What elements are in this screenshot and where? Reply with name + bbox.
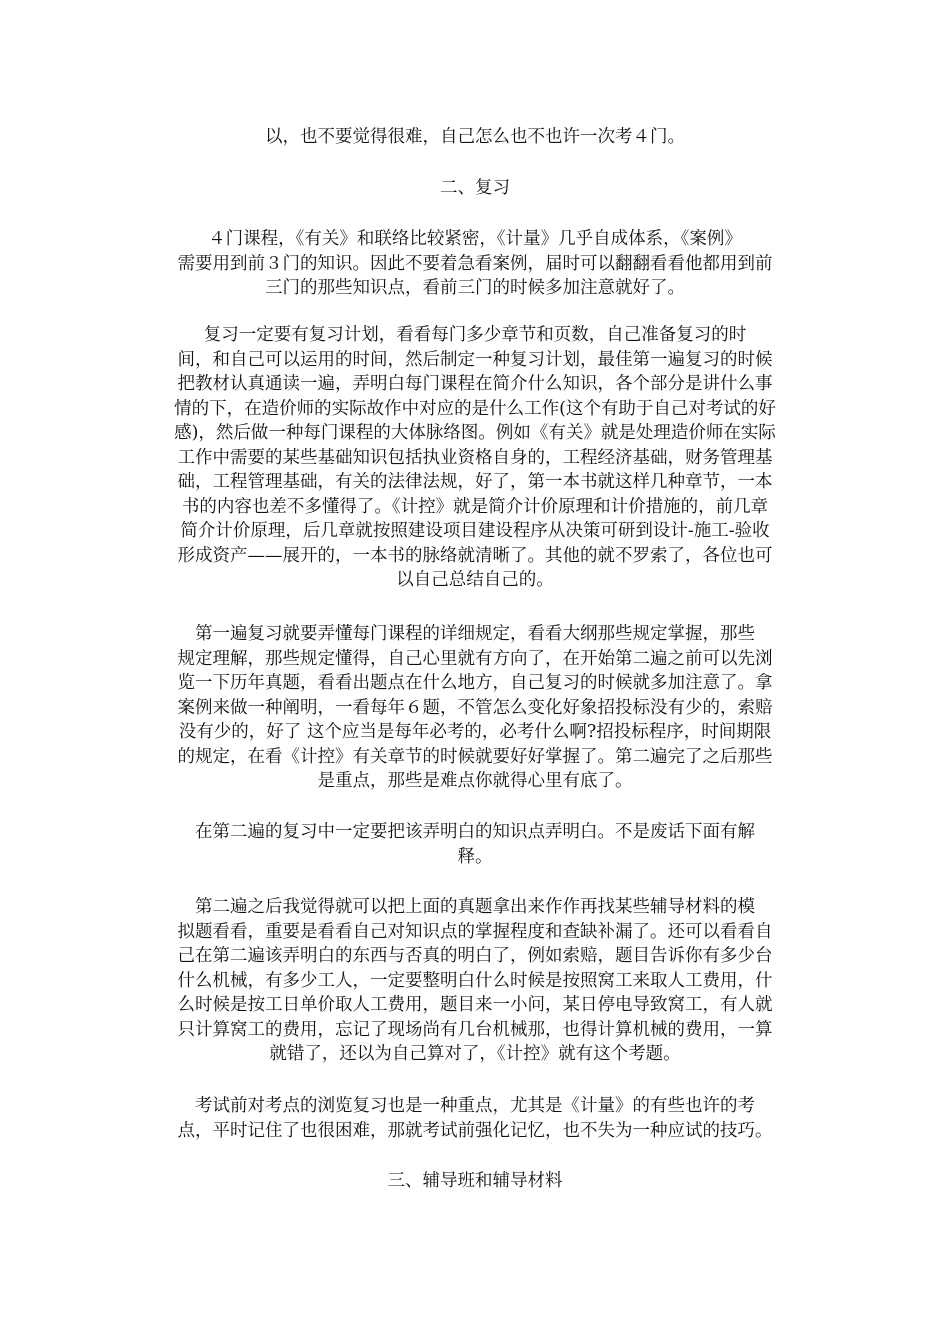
text-line: 以自己总结自己的。 (396, 570, 554, 590)
text-line: 己在第二遍该弄明白的东西与否真的明白了，例如索赔，题目告诉你有多少台 (177, 946, 773, 966)
text-line: 复习一定要有复习计划，看看每门多少章节和页数，自己准备复习的时 (203, 325, 747, 345)
section-heading-review (145, 176, 805, 201)
text-line: 考试前对考点的浏览复习也是一种重点，尤其是《计量》的有些也许的考 (195, 1096, 755, 1116)
paragraph-intro-tail (145, 125, 805, 150)
text-line: 就错了，还以为自己算对了，《计控》就有这个考题。 (269, 1044, 681, 1064)
text-line: 释。 (457, 846, 493, 867)
text-line: ４门课程，《有关》和联络比较紧密，《计量》几乎自成体系，《案例》 (208, 229, 742, 249)
text-line: 是重点，那些是难点你就得心里有底了。 (317, 771, 633, 791)
text-line: 览一下历年真题，看看出题点在什么地方，自己复习的时候就多加注意了。拿 (177, 673, 773, 693)
text-line: 书的内容也差不多懂得了。《计控》就是简介计价原理和计价措施的，前几章 (181, 496, 769, 517)
text-line: 把教材认真通读一遍，弄明白每门课程在简介什么知识，各个部分是讲什么事 (177, 374, 773, 394)
section-heading-text: 三、辅导班和辅导材料 (387, 1171, 563, 1191)
text-line: 的规定，在看《计控》有关章节的时候就要好好掌握了。第二遍完了之后那些 (177, 746, 773, 767)
text-line: 以，也不要觉得很难，自己怎么也不也许一次考４门。 (265, 127, 685, 147)
section-heading-text: 二、复习 (440, 178, 510, 198)
text-line: 第二遍之后我觉得就可以把上面的真题拿出来作作再找某些辅导材料的模 (195, 897, 755, 917)
paragraph-review-plan (145, 323, 805, 593)
text-line: 规定理解，那些规定懂得，自己心里就有方向了，在开始第二遍之前可以先浏 (177, 648, 773, 669)
text-line: 工作中需要的某些基础知识包括执业资格自身的，工程经济基础，财务管理基 (177, 447, 773, 468)
text-line: 础，工程管理基础，有关的法律法规，好了，第一本书就这样几种章节，一本 (177, 472, 773, 492)
text-line: 情的下，在造价师的实际故作中对应的是什么工作(这个有助于自己对考试的好 (174, 398, 776, 419)
text-line: 案例来做一种阐明，一看每年６题，不管怎么变化好象招投标没有少的，索赔 (177, 697, 773, 718)
text-line: 点，平时记住了也很困难，那就考试前强化记忆，也不失为一种应试的技巧。 (177, 1120, 773, 1141)
text-line: 需要用到前３门的知识。因此不要着急看案例，届时可以翻翻看看他都用到前 (177, 253, 773, 274)
paragraph-first-pass (145, 622, 805, 794)
text-line: 间，和自己可以运用的时间，然后制定一种复习计划，最佳第一遍复习的时候 (177, 349, 773, 370)
text-line: 么时候是按工日单价取人工费用，题目来一小问，某日停电导致窝工，有人就 (177, 995, 773, 1015)
text-line: 形成资产——展开的，一本书的脉络就清晰了。其他的就不罗索了，各位也可 (177, 545, 773, 566)
text-line: 拟题看看，重要是看看自己对知识点的掌握程度和查缺补漏了。还可以看看自 (177, 921, 773, 942)
section-heading-tutoring (145, 1169, 805, 1194)
paragraph-pre-exam (145, 1094, 805, 1143)
text-line: 三门的那些知识点，看前三门的时候多加注意就好了。 (265, 278, 685, 298)
paragraph-second-pass (145, 820, 805, 869)
text-line: 第一遍复习就要弄懂每门课程的详细规定，看看大纲那些规定掌握，那些 (195, 624, 755, 644)
paragraph-courses (145, 227, 805, 301)
text-line: 感)，然后做一种每门课程的大体脉络图。例如《有关》就是处理造价师在实际 (174, 423, 776, 443)
text-line: 在第二遍的复习中一定要把该弄明白的知识点弄明白。不是废话下面有解 (195, 822, 755, 842)
text-line: 简介计价原理，后几章就按照建设项目建设程序从决策可研到设计-施工-验收 (180, 521, 770, 541)
text-line: 只计算窝工的费用，忘记了现场尚有几台机械那，也得计算机械的费用，一算 (177, 1019, 773, 1040)
text-line: 没有少的，好了 这个应当是每年必考的，必考什么啊?招投标程序，时间期限 (178, 722, 772, 742)
text-line: 什么机械，有多少工人，一定要整明白什么时候是按照窝工来取人工费用，什 (177, 970, 773, 991)
paragraph-after-second-pass (145, 895, 805, 1067)
